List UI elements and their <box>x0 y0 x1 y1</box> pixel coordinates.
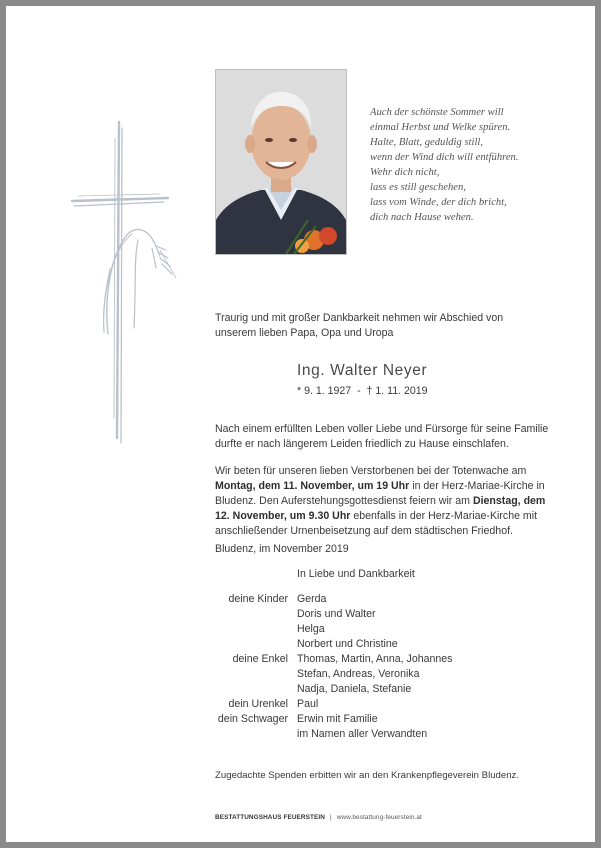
closing-phrase: In Liebe und Dankbarkeit <box>297 568 415 580</box>
service-text: in der Herz-Mariae-Kirche in Bludenz. Den Auferstehungsgottesdienst feiern wir am <box>215 480 545 507</box>
family-label: deine Enkel <box>232 653 288 665</box>
donation-note: Zugedachte Spenden erbitten wir an den Krankenpflegeverein Bludenz. <box>215 770 520 781</box>
funeral-home-name: BESTATTUNGSHAUS FEUERSTEIN <box>215 814 325 821</box>
family-label <box>211 682 297 697</box>
life-dates: * 9. 1. 1927 - † 1. 11. 2019 <box>297 385 428 397</box>
poem-line: Auch der schönste Sommer will <box>370 107 504 118</box>
family-label: deine Kinder <box>228 593 288 605</box>
footer <box>215 814 422 821</box>
family-row <box>211 682 452 697</box>
family-label: dein Urenkel <box>228 698 288 710</box>
family-row <box>211 652 452 667</box>
portrait-photo <box>215 69 347 255</box>
family-row <box>211 592 452 607</box>
family-members: Norbert und Christine <box>297 638 398 650</box>
poem-line: lass es still geschehen, <box>370 182 466 193</box>
family-label <box>211 622 297 637</box>
family-list <box>211 592 452 742</box>
family-members: Doris und Walter <box>297 608 376 620</box>
family-row <box>211 727 452 742</box>
poem-line: dich nach Hause wehen. <box>370 212 474 223</box>
family-members: Paul <box>297 698 319 710</box>
vigil-date: Montag, dem 11. November, um 19 Uhr <box>215 480 410 492</box>
poem-line: Wehr dich nicht, <box>370 167 440 178</box>
place-date: Bludenz, im November 2019 <box>215 543 349 555</box>
family-members: Stefan, Andreas, Veronika <box>297 668 420 680</box>
footer-separator: | <box>329 814 332 821</box>
cross-with-wheat-icon <box>64 118 179 448</box>
farewell-paragraph: Nach einem erfüllten Leben voller Liebe und Fürsorge für seine Familie durfte er nach längerem Leiden friedlich zu Hause einschlafen. <box>215 423 549 450</box>
funeral-home-url[interactable]: www.bestattung-feuerstein.at <box>336 814 422 821</box>
family-row <box>211 607 452 622</box>
family-row <box>211 637 452 652</box>
family-label <box>211 607 297 622</box>
family-label <box>211 637 297 652</box>
family-label <box>211 727 297 742</box>
family-label: dein Schwager <box>217 713 288 725</box>
poem-line: Halte, Blatt, geduldig still, <box>370 137 483 148</box>
deceased-name: Ing. Walter Neyer <box>297 362 428 379</box>
family-row <box>211 697 452 712</box>
family-members: Thomas, Martin, Anna, Johannes <box>297 653 453 665</box>
poem-line: lass vom Winde, der dich bricht, <box>370 197 507 208</box>
family-members: im Namen aller Verwandten <box>297 728 428 740</box>
service-text: Wir beten für unseren lieben Verstorbenen bei der Totenwache am <box>215 465 527 477</box>
family-row <box>211 667 452 682</box>
intro-text: Traurig und mit großer Dankbarkeit nehmen wir Abschied von unserem lieben Papa, Opa und Uropa <box>215 312 504 339</box>
poem <box>370 105 570 225</box>
service-paragraph <box>215 464 560 539</box>
funeral-date: Dienstag, dem 12. November, um 9.30 Uhr <box>215 495 546 522</box>
family-row <box>211 712 452 727</box>
poem-line: wenn der Wind dich will entführen. <box>370 152 519 163</box>
family-members: Erwin mit Familie <box>297 713 378 725</box>
parte-sheet <box>6 6 595 842</box>
family-label <box>211 667 297 682</box>
family-members: Gerda <box>297 593 327 605</box>
service-text: ebenfalls in der Herz-Mariae-Kirche mit anschließender Urnenbeisetzung auf dem städtischen Friedhof. <box>215 510 538 537</box>
family-members: Helga <box>297 623 325 635</box>
family-row <box>211 622 452 637</box>
family-members: Nadja, Daniela, Stefanie <box>297 683 412 695</box>
poem-line: einmal Herbst und Welke spüren. <box>370 122 511 133</box>
